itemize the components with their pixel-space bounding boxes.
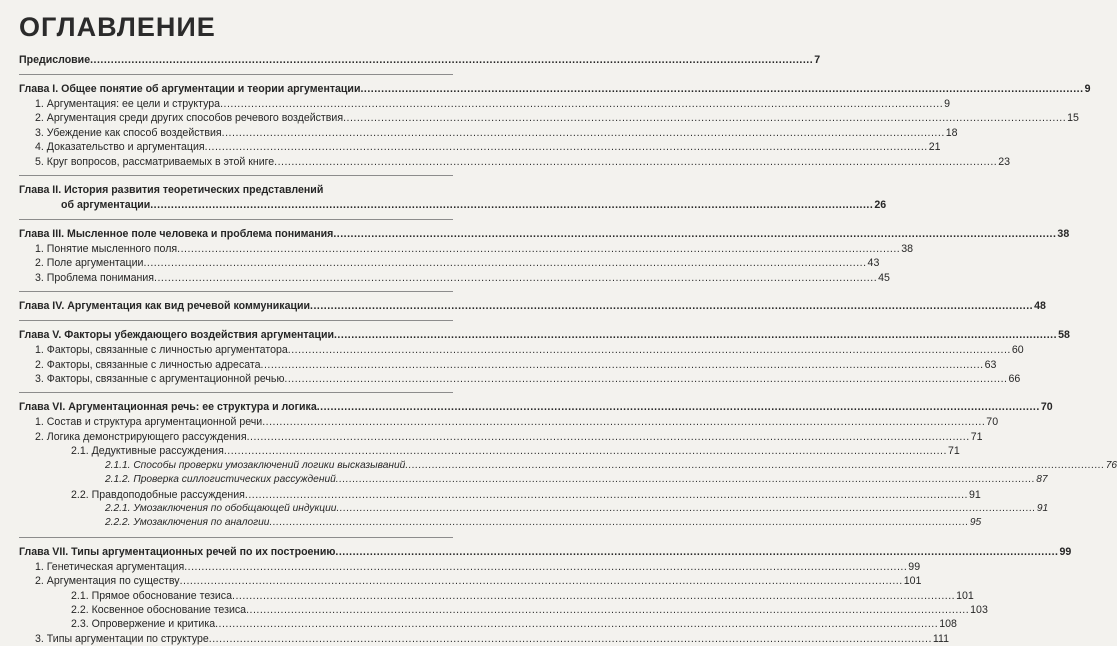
toc-chapter-4: Глава IV. Аргументация как вид речевой коммуникации ..... 48 (19, 299, 453, 314)
toc-entry: 2.1.2. Проверка силлогистических рассуждений ..... 87 (19, 473, 453, 487)
toc-entry: 2.2.1. Умозаключения по обобщающей индукции ..... 91 (19, 502, 453, 516)
toc-entry: 2.1. Прямое обоснование тезиса ..... 101 (19, 589, 453, 603)
toc-chapter-1: Глава I. Общее понятие об аргументации и теории аргументации ..... 9 (19, 82, 453, 97)
toc-entry: 3. Проблема понимания ..... 45 (19, 271, 453, 285)
page-title: ОГЛАВЛЕНИЕ (19, 12, 216, 42)
divider (19, 291, 453, 292)
toc-chapter-2: Глава II. История развития теоретических представлений об аргументации ..... 26 (19, 183, 453, 213)
table-of-contents (19, 53, 1117, 646)
toc-chapter-7: Глава VII. Типы аргументационных речей по их построению ..... 99 (19, 545, 453, 560)
divider (19, 175, 453, 176)
toc-entry: 3. Типы аргументации по структуре ..... 111 (19, 632, 453, 646)
toc-chapter-3: Глава III. Мысленное поле человека и проблема понимания ..... 38 (19, 227, 453, 242)
toc-entry: 2.3. Опровержение и критика ..... 108 (19, 617, 453, 631)
toc-entry: 1. Аргументация: ее цели и структура ..... 9 (19, 97, 453, 111)
divider (19, 392, 453, 393)
toc-entry-preface: Предисловие ..... 7 (19, 53, 453, 68)
toc-entry: 3. Факторы, связанные с аргументационной речью ..... 66 (19, 372, 453, 386)
divider (19, 537, 453, 538)
toc-entry: 2. Аргументация по существу ..... 101 (19, 574, 453, 588)
toc-entry: 2.1. Дедуктивные рассуждения ..... 71 (19, 444, 453, 458)
toc-entry: 1. Генетическая аргументация ..... 99 (19, 560, 453, 574)
toc-entry: 2. Факторы, связанные с личностью адресата ..... 63 (19, 358, 453, 372)
toc-entry: 1. Состав и структура аргументационной речи ..... 70 (19, 415, 453, 429)
toc-entry: 5. Круг вопросов, рассматриваемых в этой книге ..... 23 (19, 155, 453, 169)
toc-entry: 2. Поле аргументации ..... 43 (19, 256, 453, 270)
toc-entry: 2.1.1. Способы проверки умозаключений логики высказываний ..... 76 (19, 459, 453, 473)
toc-entry: 2.2. Косвенное обоснование тезиса ..... 103 (19, 603, 453, 617)
toc-entry: 4. Доказательство и аргументация ..... 21 (19, 140, 453, 154)
divider (19, 74, 453, 75)
toc-entry: 2. Логика демонстрирующего рассуждения ..... 71 (19, 430, 453, 444)
divider (19, 219, 453, 220)
toc-entry: 1. Понятие мысленного поля ..... 38 (19, 242, 453, 256)
toc-entry: 2. Аргументация среди других способов речевого воздействия ..... 15 (19, 111, 453, 125)
toc-chapter-5: Глава V. Факторы убеждающего воздействия аргументации ..... 58 (19, 328, 453, 343)
toc-entry: 2.2. Правдоподобные рассуждения ..... 91 (19, 488, 453, 502)
toc-entry: 1. Факторы, связанные с личностью аргументатора ..... 60 (19, 343, 453, 357)
toc-entry: 2.2.2. Умозаключения по аналогии ..... 95 (19, 516, 453, 530)
toc-chapter-6: Глава VI. Аргументационная речь: ее структура и логика ..... 70 (19, 400, 453, 415)
divider (19, 320, 453, 321)
toc-entry: 3. Убеждение как способ воздействия ..... 18 (19, 126, 453, 140)
